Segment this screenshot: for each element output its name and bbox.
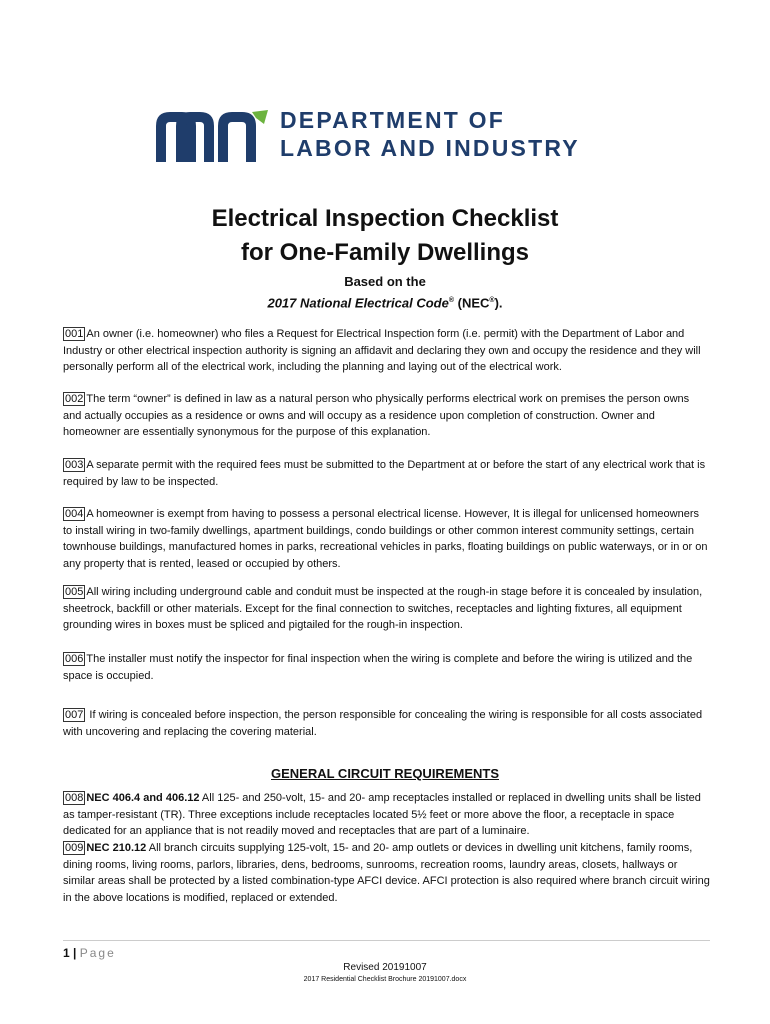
footer-divider bbox=[63, 940, 710, 941]
item-number: 003 bbox=[65, 459, 84, 471]
item-number: 001 bbox=[65, 328, 84, 340]
item-text: A separate permit with the required fees must be submitted to the Department at or before the start of any electrical work that is required by law to be inspected. bbox=[63, 459, 706, 488]
document-filename: 2017 Residential Checklist Brochure 20191007.docx bbox=[303, 976, 467, 983]
item-number: 007 bbox=[65, 709, 84, 721]
item-number: 004 bbox=[65, 508, 84, 520]
logo-wordmark bbox=[280, 106, 580, 162]
item-number: 005 bbox=[65, 586, 84, 598]
item-text: The term “owner” is defined in law as a natural person who physically performs electrical work on premises the person owns and actually occupies as a residence or owns and will occupy as a residence upon completion of construction. Owner and homeowner are essentially synonymous for the purpose of this explanation. bbox=[63, 393, 690, 438]
checklist-item bbox=[63, 326, 710, 376]
item-code: NEC 210.12 bbox=[86, 842, 147, 854]
based-on-line-2: 2017 National Electrical Code® (NEC®). bbox=[267, 295, 503, 311]
item-text: An owner (i.e. homeowner) who files a Request for Electrical Inspection form (i.e. permit) with the Department of Labor and Industry or other electrical inspection authority is signing an affidavit and declaring they own and occupy the residence and they will personally perform all of the electrical work, including the planning and laying out of the electrical work. bbox=[63, 328, 701, 373]
page-number: 1 bbox=[63, 946, 70, 960]
item-text: All 125- and 250-volt, 15- and 20- amp receptacles installed or replaced in dwelling units shall be listed as tamper-resistant (TR). Three exceptions include receptacles located 5½ feet or more above the floor, a receptacle in space dedicated for an appliance that is not readily moved and receptacles that are part of a luminaire. bbox=[63, 792, 701, 837]
checklist-item bbox=[63, 506, 710, 572]
item-code: NEC 406.4 and 406.12 bbox=[86, 792, 200, 804]
item-text: All wiring including underground cable and conduit must be inspected at the rough-in stage before it is concealed by insulation, sheetrock, backfill or other materials. Except for the final connection to switches, receptacles and lighting fixtures, all equipment grounding wires in boxes must be spliced and pigtailed for the rough-in inspection. bbox=[63, 586, 703, 631]
item-number: 002 bbox=[65, 393, 84, 405]
section-heading: GENERAL CIRCUIT REQUIREMENTS bbox=[271, 766, 499, 781]
dli-logo bbox=[156, 104, 636, 164]
item-text: The installer must notify the inspector for final inspection when the wiring is complete and before the wiring is utilized and the space is occupied. bbox=[63, 653, 693, 682]
nec-name: 2017 National Electrical Code bbox=[267, 295, 449, 311]
logo-line-1: DEPARTMENT OF bbox=[280, 107, 505, 133]
page-separator: | bbox=[69, 946, 80, 960]
item-text: All branch circuits supplying 125-volt, 15- and 20- amp outlets or devices in dwelling unit kitchens, family rooms, dining rooms, living rooms, parlors, libraries, dens, bedrooms, sunrooms, recreation rooms, laundry areas, closets, hallways or similar areas shall be protected by a listed combination-type AFCI device. AFCI protection is also required where branch circuit wiring in the above locations is modified, replaced or extended. bbox=[63, 842, 710, 904]
based-on-line-1: Based on the bbox=[344, 274, 426, 289]
item-number: 008 bbox=[65, 792, 84, 804]
page-word: Page bbox=[79, 946, 116, 960]
nec-abbr-open: (NEC bbox=[457, 295, 490, 311]
page-title bbox=[0, 202, 770, 270]
checklist-item bbox=[63, 584, 710, 634]
title-line-2: for One-Family Dwellings bbox=[240, 239, 530, 266]
nec-abbr-close: ). bbox=[494, 295, 503, 311]
title-line-1: Electrical Inspection Checklist bbox=[211, 205, 559, 232]
revision-date: Revised 20191007 bbox=[343, 962, 427, 973]
page-indicator bbox=[63, 946, 116, 960]
checklist-item bbox=[63, 391, 710, 441]
logo-line-2: LABOR AND INDUSTRY bbox=[280, 135, 580, 161]
checklist-item bbox=[63, 707, 710, 740]
item-number: 006 bbox=[65, 653, 84, 665]
item-text: If wiring is concealed before inspection, the person responsible for concealing the wiring is responsible for all costs associated with uncovering and replacing the covering material. bbox=[63, 709, 703, 738]
checklist-item bbox=[63, 840, 710, 906]
item-text: A homeowner is exempt from having to possess a personal electrical license. However, It is illegal for unlicensed homeowners to install wiring in two-family dwellings, apartment buildings, condo buildings or other common interest community settings, certain townhouse buildings, manufactured homes in parks, recreational vehicles in parks, floating buildings on public waterways, or in or on any property that is rented, leased or occupied by others. bbox=[63, 508, 708, 570]
item-number: 009 bbox=[65, 842, 84, 854]
checklist-item bbox=[63, 457, 710, 490]
based-on bbox=[0, 272, 770, 312]
checklist-item bbox=[63, 651, 710, 684]
mn-logo-icon bbox=[156, 110, 268, 162]
checklist-item bbox=[63, 790, 710, 840]
